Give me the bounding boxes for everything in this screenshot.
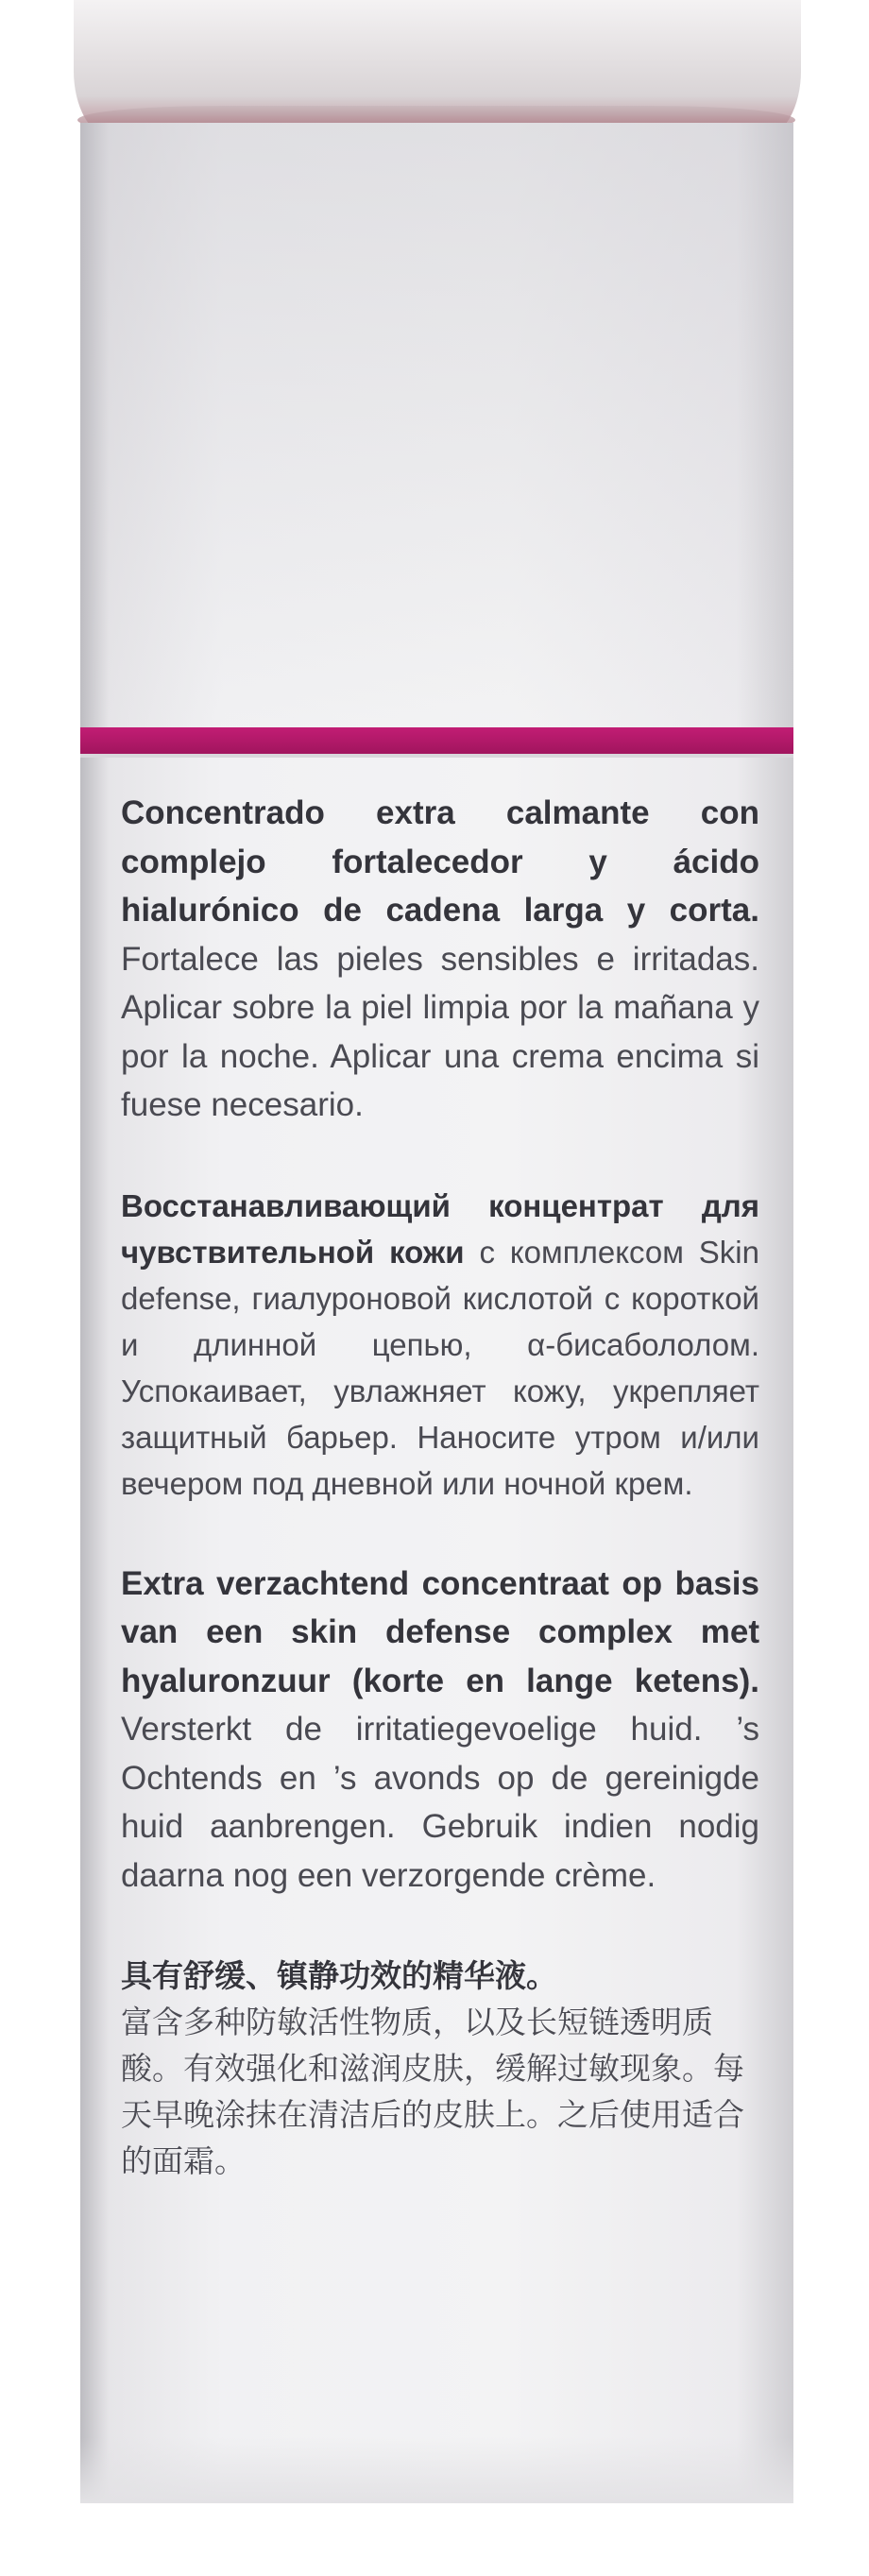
chinese-body: 富含多种防敏活性物质，以及长短链透明质酸。有效强化和滋润皮肤，缓解过敏现象。每天早晚涂抹在清洁后的皮肤上。之后使用适合的面霜。 bbox=[121, 2004, 744, 2179]
russian-heading: Восстанавливающий концентрат для чувствительной кожи bbox=[121, 1187, 759, 1270]
stripe-divider bbox=[80, 754, 793, 758]
dutch-heading: Extra verzachtend concentraat op basis van een skin defense complex met hyaluronzuur (korte en lange ketens). bbox=[121, 1564, 759, 1699]
dutch-description bbox=[121, 1560, 759, 1901]
label-text-column bbox=[121, 789, 759, 2237]
cellophane-gloss bbox=[80, 123, 793, 737]
chinese-heading: 具有舒缓、镇静功效的精华液。 bbox=[121, 1957, 557, 1994]
spanish-description bbox=[121, 789, 759, 1130]
spanish-body: Fortalece las pieles sensibles e irritadas. Aplicar sobre la piel limpia por la mañana y por la noche. Aplicar una crema encima si fuese necesario. bbox=[121, 940, 759, 1123]
chinese-description bbox=[121, 1953, 759, 2184]
spanish-heading: Concentrado extra calmante con complejo fortalecedor y ácido hialurónico de cadena larga y corta. bbox=[121, 794, 759, 929]
magenta-stripe bbox=[80, 727, 793, 754]
russian-body: с комплексом Skin defense, гиалуроновой кислотой с короткой и длинной цепью, α-бисабололом. Успокаивает, увлажняет кожу, укрепляет защитный барьер. Наносите утром и/или вечером под дневной или ночной крем. bbox=[121, 1234, 759, 1501]
russian-description bbox=[121, 1183, 759, 1507]
panel-bottom-shade bbox=[80, 2437, 793, 2503]
dutch-body: Versterkt de irritatiegevoelige huid. ’s Ochtends en ’s avonds op de gereinigde huid aanbrengen. Gebruik indien nodig daarna nog een verzorgende crème. bbox=[121, 1711, 759, 1894]
